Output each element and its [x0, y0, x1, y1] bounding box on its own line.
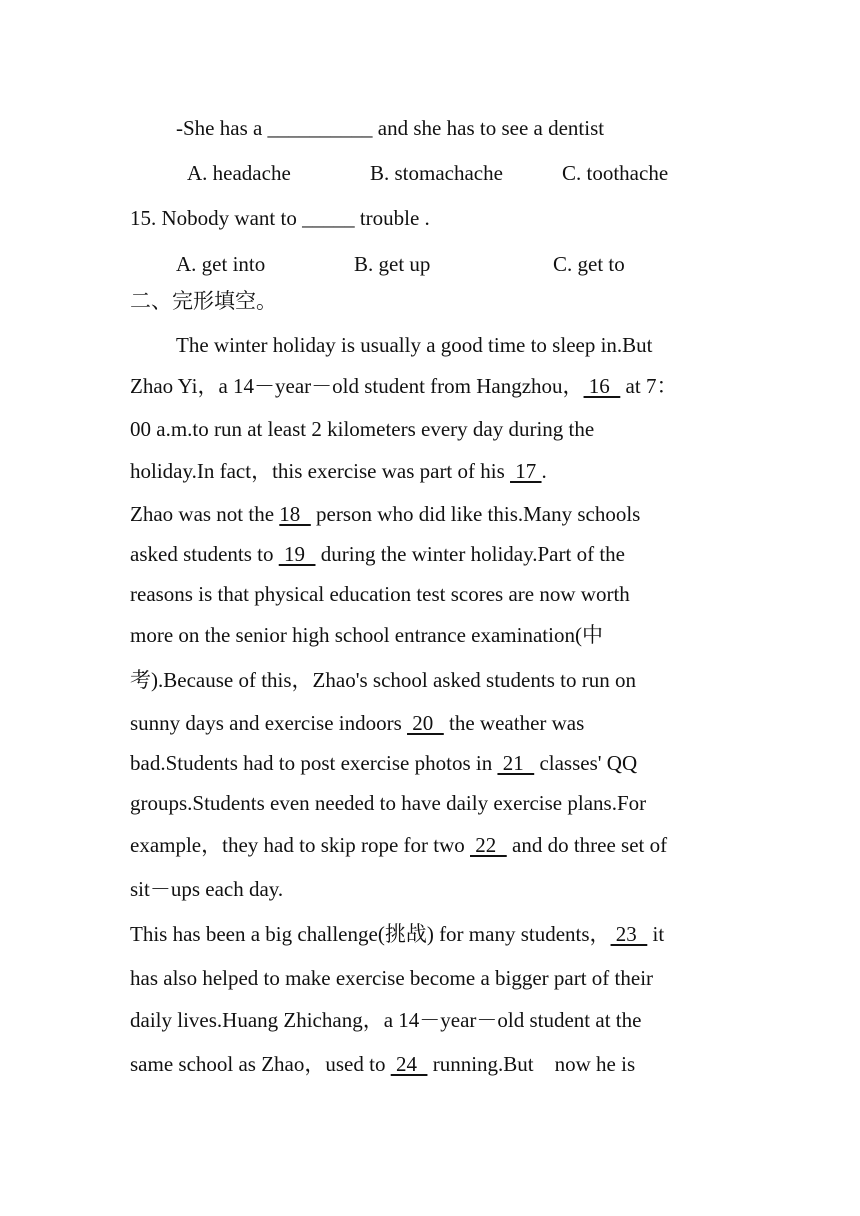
- passage-text: same school as Zhao，used to: [130, 1052, 391, 1076]
- blank-21: 21: [497, 751, 535, 775]
- question-15-option-a: A. get into: [176, 252, 266, 276]
- passage-text: Zhao Yi，a 14－year－old student from Hangzhou，: [130, 374, 584, 398]
- passage-line: reasons is that physical education test scores are now worth: [130, 582, 630, 606]
- passage-line: [130, 750, 637, 776]
- blank-20: 20: [407, 711, 444, 735]
- passage-text: during the winter holiday.Part of the: [315, 542, 625, 566]
- passage-text: at 7：: [620, 374, 678, 398]
- passage-text: person who did like this.Many schools: [310, 502, 641, 526]
- blank-18: 18: [279, 502, 311, 526]
- question-14-stem: -She has a __________ and she has to see a dentist: [176, 116, 605, 140]
- passage-line: sit－ups each day.: [130, 877, 284, 901]
- passage-text: sunny days and exercise indoors: [130, 711, 408, 735]
- passage-text: bad.Students had to post exercise photos in: [130, 751, 498, 775]
- passage-line: 00 a.m.to run at least 2 kilometers every day during the: [130, 417, 595, 441]
- passage-text: asked students to: [130, 542, 279, 566]
- blank-17: 17: [510, 459, 542, 483]
- passage-line: [130, 921, 664, 947]
- passage-line: daily lives.Huang Zhichang，a 14－year－old student at the: [130, 1008, 642, 1032]
- passage-text: it: [647, 922, 665, 946]
- question-14-option-c: C. toothache: [562, 161, 669, 185]
- blank-19: 19: [278, 542, 316, 566]
- passage-text: and do three set of: [506, 833, 668, 857]
- question-15-option-c: C. get to: [553, 252, 625, 276]
- passage-line: [130, 458, 547, 484]
- passage-text: This has been a big challenge(挑战) for many students，: [130, 922, 611, 946]
- question-15-stem: 15. Nobody want to _____ trouble .: [130, 206, 430, 230]
- question-14-option-a: A. headache: [187, 161, 291, 185]
- passage-line: has also helped to make exercise become a bigger part of their: [130, 966, 654, 990]
- blank-24: 24: [390, 1052, 428, 1076]
- passage-text: Zhao was not the: [130, 502, 280, 526]
- passage-line: [130, 373, 677, 399]
- question-14-option-b: B. stomachache: [370, 161, 503, 185]
- passage-line: groups.Students even needed to have daily exercise plans.For: [130, 791, 647, 815]
- passage-text: running.But now he is: [427, 1052, 636, 1076]
- blank-23: 23: [610, 922, 648, 946]
- passage-line: [130, 541, 625, 567]
- question-15-option-b: B. get up: [354, 252, 431, 276]
- passage-line: [130, 1051, 635, 1077]
- passage-line: [130, 710, 584, 736]
- passage-text: .: [541, 459, 547, 483]
- blank-16: 16: [583, 374, 621, 398]
- passage-line: more on the senior high school entrance examination(中: [130, 623, 603, 647]
- passage-text: classes' QQ: [534, 751, 638, 775]
- passage-text: the weather was: [443, 711, 585, 735]
- passage-line: 考).Because of this，Zhao's school asked students to run on: [130, 668, 636, 692]
- section-heading: 二、完形填空。: [130, 289, 277, 313]
- blank-22: 22: [470, 833, 507, 857]
- passage-line: [130, 501, 640, 527]
- passage-text: example，they had to skip rope for two: [130, 833, 470, 857]
- passage-line: [130, 832, 667, 858]
- passage-line: The winter holiday is usually a good time to sleep in.But: [176, 333, 653, 357]
- passage-text: holiday.In fact，this exercise was part of his: [130, 459, 511, 483]
